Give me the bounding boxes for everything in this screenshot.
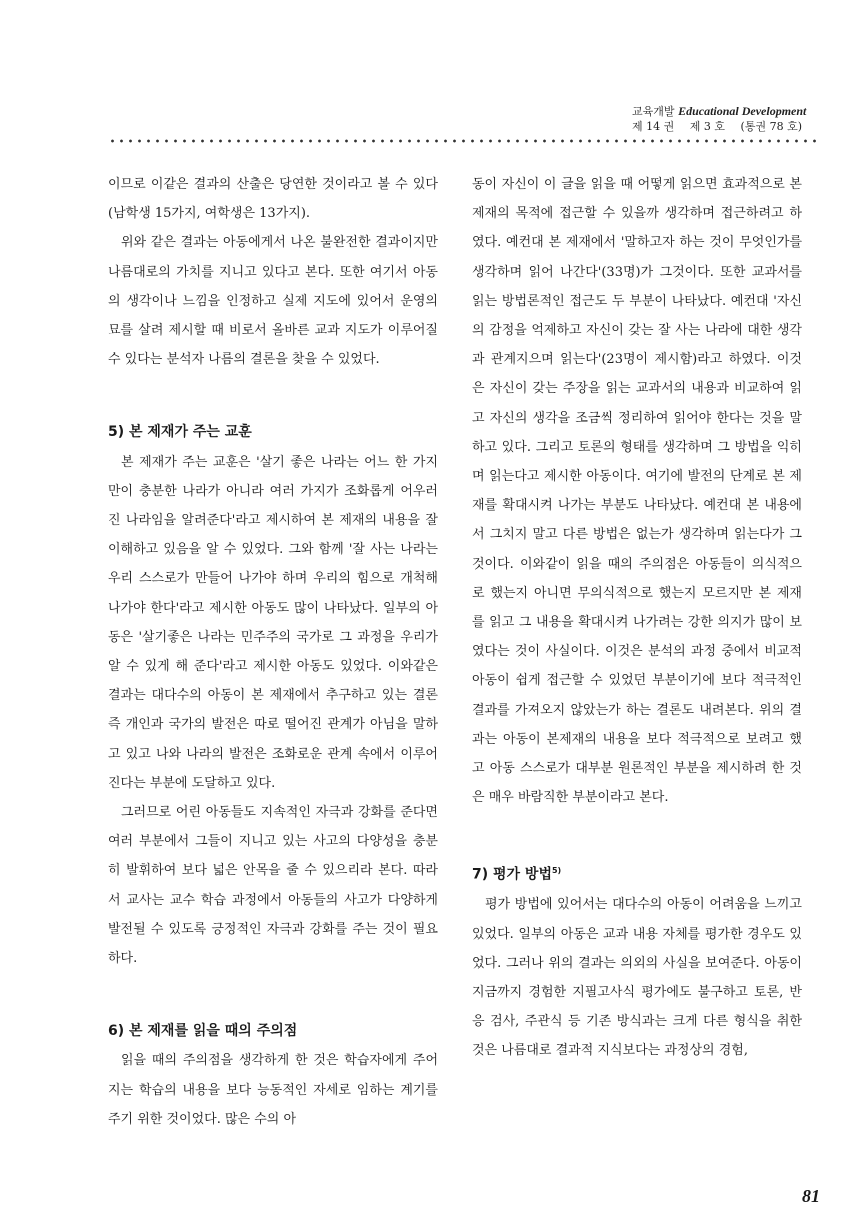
paragraph: 그러므로 어린 아동들도 지속적인 자극과 강화를 준다면 여러 부분에서 그들이 지니고 있는 사고의 다양성을 충분히 발휘하여 보다 넓은 안목을 줄 수 있으리라 본다. 따라서 교사는 교수 학습 과정에서 아동들의 사고가 다양하게 발전될 수 있도록 긍정적인 자극과 강화를 주는 것이 필요하다. (108, 805, 438, 967)
paragraph: 평가 방법에 있어서는 대다수의 아동이 어려움을 느끼고 있었다. 일부의 아동은 교과 내용 자체를 평가한 경우도 있었다. 그러나 위의 결과는 의외의 사실을 보여준다. 아동이 지금까지 경험한 지필고사식 평가에도 불구하고 토론, 반응 검사, 주관식 등 기존 방식과는 크게 다른 형식을 취한 것은 나름대로 결과적 지식보다는 과정상의 경험, (472, 897, 802, 1059)
section-heading-7-text: 7) 평가 방법 (472, 867, 552, 884)
journal-title (632, 104, 814, 119)
page-number: 81 (802, 1186, 820, 1206)
issue-info (632, 119, 814, 134)
paragraph: 동이 자신이 이 글을 읽을 때 어떻게 읽으면 효과적으로 본 제재의 목적에 접근할 수 있을까 생각하며 접근하려고 하였다. 예컨대 본 제재에서 '말하고자 하는 것이 무엇인가를 생각하며 읽어 나간다'(33명)가 그것이다. 또한 교과서를 읽는 방법론적인 접근도 두 부분이 나타났다. 예컨대 '자신의 감정을 억제하고 자신이 갖는 잘 사는 나라에 대한 생각과 관계지으며 읽는다'(23명이 제시함)라고 하였다. 이것은 자신이 갖는 주장을 읽는 교과서의 내용과 비교하여 읽고 자신의 생각을 조금씩 정리하여 읽어야 한다는 것을 말하고 있다. 그리고 토론의 형태를 생각하며 그 방법을 익히며 읽는다고 제시한 아동이다. 여기에 발전의 단계로 본 제재를 확대시켜 나가는 부분도 나타났다. 예컨대 본 내용에서 그치지 말고 다른 방법은 없는가 생각하며 읽는다가 그것이다. 이와같이 읽을 때의 주의점은 아동들이 의식적으로 했는지 아니면 무의식적으로 했는지 모르지만 본 제재를 읽고 그 내용을 확대시켜 나가려는 강한 의지가 많이 보였다는 것이 사실이다. 이것은 분석의 과정 중에서 비교적 아동이 쉽게 접근할 수 있었던 부분이기에 보다 적극적인 결과를 가져오지 않았는가 하는 결론도 내려본다. 위의 결과는 아동이 본제재의 내용을 보다 적극적으로 보려고 했고 아동 스스로가 대부분 원론적인 부분을 제시하려 한 것은 매우 바람직한 부분이라고 본다. (472, 177, 802, 806)
paragraph: 읽을 때의 주의점을 생각하게 한 것은 학습자에게 주어지는 학습의 내용을 보다 능동적인 자세로 임하는 계기를 주기 위한 것이었다. 많은 수의 아 (108, 1053, 438, 1127)
running-header (632, 104, 814, 134)
journal-title-en: Educational Development (678, 104, 807, 118)
spacer (472, 812, 802, 856)
footnote-marker: 5) (551, 866, 562, 876)
section-heading-7 (472, 856, 802, 890)
section-heading-5: 5) 본 제재가 주는 교훈 (108, 424, 252, 441)
section-heading-6: 6) 본 제재를 읽을 때의 주의점 (108, 1023, 298, 1040)
spacer (108, 973, 438, 1017)
left-column (108, 170, 438, 1134)
journal-title-ko: 교육개발 (632, 105, 675, 118)
issue: 제 3 호 (689, 120, 726, 133)
paragraph: 위와 같은 결과는 아동에게서 나온 불완전한 결과이지만 나름대로의 가치를 지니고 있다고 본다. 또한 여기서 아동의 생각이나 느낌을 인정하고 실제 지도에 있어서 운영의 묘를 살려 제시할 때 비로서 올바른 교과 지도가 이루어질 수 있다는 분석자 나름의 결론을 찾을 수 있었다. (108, 235, 438, 368)
spacer (108, 374, 438, 418)
dotted-divider (108, 138, 818, 144)
total-issue: (통권 78 호) (740, 120, 802, 133)
volume: 제 14 권 (632, 120, 675, 133)
paragraph: 본 제재가 주는 교훈은 '살기 좋은 나라는 어느 한 가지만이 충분한 나라가 아니라 여러 가지가 조화롭게 어우러진 나라임을 알려준다'라고 제시하여 본 제재의 내용을 잘 이해하고 있음을 알 수 있었다. 그와 함께 '잘 사는 나라는 우리 스스로가 만들어 나가야 하며 우리의 힘으로 개척해 나가야 한다'라고 제시한 아동도 많이 나타났다. 일부의 아동은 '살기좋은 나라는 민주주의 국가로 그 과정을 우리가 알 수 있게 해 준다'라고 제시한 아동도 있었다. 이와같은 결과는 대다수의 아동이 본 제재에서 추구하고 있는 결론 즉 개인과 국가의 발전은 따로 떨어진 관계가 아님을 말하고 있고 나와 나라의 발전은 조화로운 관계 속에서 이루어진다는 부분에 도달하고 있다. (108, 454, 438, 791)
paragraph: 이므로 이같은 결과의 산출은 당연한 것이라고 볼 수 있다(남학생 15가지, 여학생은 13가지). (108, 177, 438, 222)
right-column (472, 170, 802, 1066)
